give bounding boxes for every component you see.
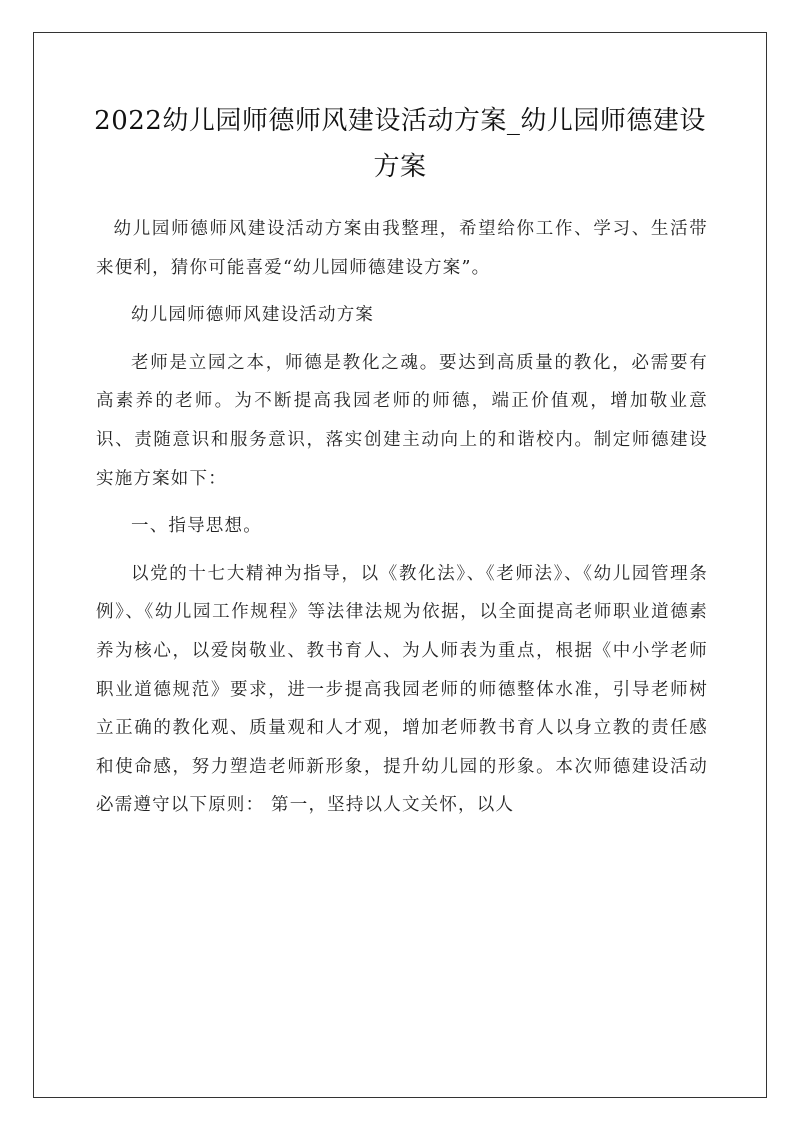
document-title: 2022幼儿园师德师风建设活动方案_幼儿园师德建设方案 [94,106,706,182]
body-paragraph: 以党的十七大精神为指导，以《教化法》、《老师法》、《幼儿园管理条例》、《幼儿园工作规程》等法律法规为依据，以全面提高老师职业道德素养为核心，以爱岗敬业、教书育人、为人师表为重点，根据《中小学老师职业道德规范》要求，进一步提高我园老师的师德整体水准，引导老师树立正确的教化观、质量观和人才观，增加老师教书育人以身立教的责任感和使命感，努力塑造老师新形象，提升幼儿园的形象。本次师德建设活动必需遵守以下原则： 第一，坚持以人文关怀，以人 [96,563,708,816]
document-body [96,210,708,834]
intro-paragraph: 幼儿园师德师风建设活动方案由我整理，希望给你工作、学习、生活带来便利，猜你可能喜爱“幼儿园师德建设方案”。 [96,219,708,278]
subsection-heading: 一、指导思想。 [131,516,262,537]
body-paragraph: 老师是立园之本，师德是教化之魂。要达到高质量的教化，必需要有高素养的老师。为不断提高我园老师的师德，端正价值观，增加敬业意识、责随意识和服务意识，落实创建主动向上的和谐校内。制定师德建设实施方案如下： [96,352,708,489]
section-heading: 幼儿园师德师风建设活动方案 [131,305,375,326]
